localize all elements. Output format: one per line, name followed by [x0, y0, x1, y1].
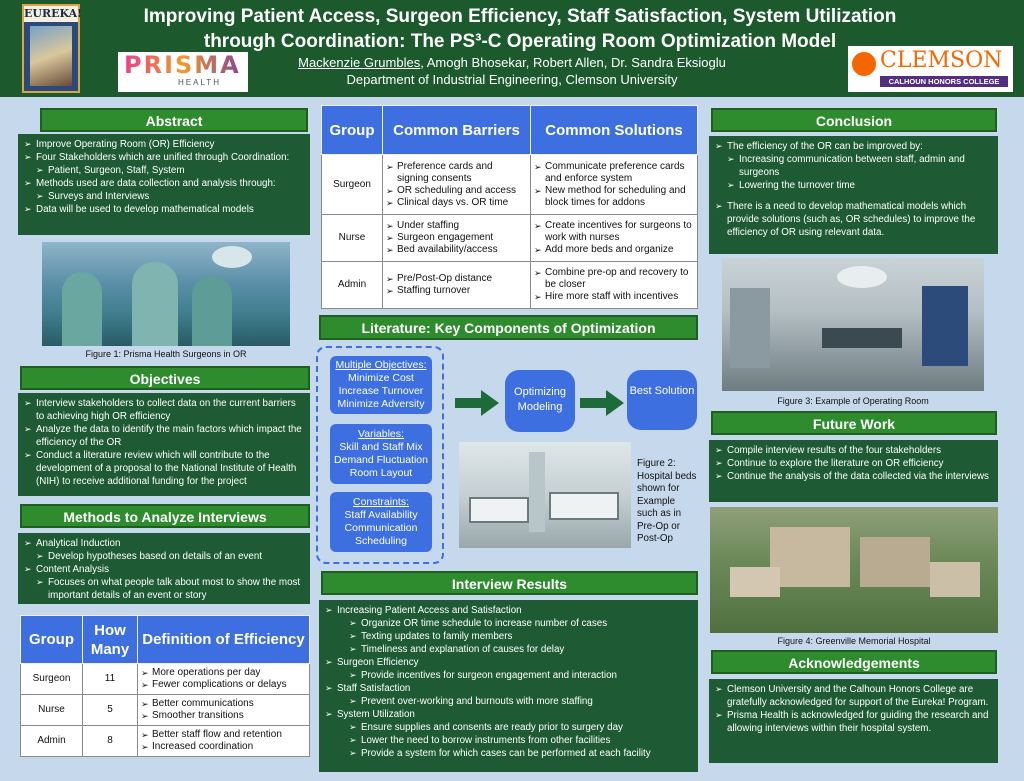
table-row [322, 215, 698, 262]
table-cell [383, 215, 531, 262]
prisma-logo [118, 52, 248, 92]
abstract-item: ➢ Patient, Surgeon, Staff, System [24, 164, 304, 177]
poster-title-line1: Improving Patient Access, Surgeon Efficiency, Staff Satisfaction, System Utilization [143, 6, 897, 27]
photo-bed [549, 492, 619, 520]
box-title: Constraints: [352, 496, 410, 508]
variables-box-blue [330, 424, 432, 484]
table-cell: Nurse [322, 215, 383, 262]
lead-author: Mackenzie Grumbles [298, 55, 421, 70]
definition-item: ➢ More operations per day [141, 667, 306, 679]
definition-item: ➢ Fewer complications or delays [141, 679, 306, 691]
abstract-item: ➢ Surveys and Interviews [24, 190, 304, 203]
definition-item: ➢ Smoother transitions [141, 710, 306, 722]
prisma-logo-sub: HEALTH [178, 78, 221, 87]
figure4-hospital-photo [710, 507, 998, 633]
methods-item: ➢ Focuses on what people talk about most to show the most important details of an event or story [24, 576, 304, 602]
table-header: Common Barriers [383, 106, 531, 155]
ack-item: ➢ Prisma Health is acknowledged for guiding the research and allowing interviews within their hospital system. [715, 709, 992, 735]
table-row [21, 664, 310, 695]
interview-list [325, 604, 692, 760]
future-item: ➢ Compile interview results of the four stakeholders [715, 444, 992, 457]
table-cell [138, 664, 310, 695]
literature-heading: Literature: Key Components of Optimization [319, 315, 698, 340]
ack-box [709, 679, 998, 763]
methods-item: ➢ Analytical Induction [24, 537, 304, 550]
table-header: Group [21, 616, 83, 664]
best-solution-label: Best Solution [629, 385, 695, 397]
photo-person [132, 262, 178, 346]
constraints-box-blue [330, 492, 432, 552]
stakeholder-table [20, 615, 310, 757]
table-header: Definition of Efficiency [138, 616, 310, 664]
poster-authors [200, 55, 824, 71]
barrier-item: ➢ Bed availability/access [386, 244, 527, 256]
table-header: Group [322, 106, 383, 155]
optimizing-label: Optimizing Modeling [514, 386, 566, 413]
objectives-item: ➢ Interview stakeholders to collect data on the current barriers to achieving high OR efficiency [24, 397, 304, 423]
poster-title-line2: through Coordination: The PS³-C Operating Room Optimization Model [203, 31, 837, 52]
objectives-box-blue [330, 356, 432, 414]
figure2-caption: Figure 2: Hospital beds shown for Example such as in Pre-Op or Post-Op [637, 458, 697, 544]
future-box [709, 440, 998, 502]
box-line: Minimize Cost [348, 372, 414, 384]
interview-item: ➢ Provide incentives for surgeon engagement and interaction [325, 669, 692, 682]
clemson-logo-sub: CALHOUN HONORS COLLEGE [880, 76, 1008, 87]
interview-item: ➢ Texting updates to family members [325, 630, 692, 643]
best-solution-box [627, 370, 697, 430]
eureka-logo-text: EUREKA! [24, 7, 82, 20]
interview-item: ➢ Increasing Patient Access and Satisfaction [325, 604, 692, 617]
interview-item: ➢ Provide a system for which cases can be performed at each facility [325, 747, 692, 760]
interview-item: ➢ Organize OR time schedule to increase number of cases [325, 617, 692, 630]
interview-item: ➢ Ensure supplies and consents are ready prior to surgery day [325, 721, 692, 734]
methods-item: ➢ Content Analysis [24, 563, 304, 576]
table-cell: 5 [83, 695, 138, 726]
table-header: Common Solutions [531, 106, 698, 155]
ack-item: ➢ Clemson University and the Calhoun Honors College are gratefully acknowledged for support of the Eureka! Program. [715, 683, 992, 709]
table-cell [531, 155, 698, 215]
conclusion-item: ➢ There is a need to develop mathematical models which provide solutions (such as, OR schedules) to improve the efficiency of OR using relevant data. [715, 200, 992, 239]
interview-item: ➢ Timeliness and explanation of causes for delay [325, 643, 692, 656]
barrier-item: ➢ Surgeon engagement [386, 232, 527, 244]
figure3-caption: Figure 3: Example of Operating Room [777, 396, 929, 406]
interview-box [319, 600, 698, 772]
solution-item: ➢ Combine pre-op and recovery to be closer [534, 267, 694, 291]
prisma-logo-text: PRISMA [118, 52, 248, 78]
table-header: How Many [83, 616, 138, 664]
photo-or-monitor [922, 286, 968, 366]
interview-heading: Interview Results [321, 571, 698, 595]
figure1-surgeons-photo [42, 242, 290, 346]
barriers-table [321, 105, 698, 309]
interview-item: ➢ Lower the need to borrow instruments from other facilities [325, 734, 692, 747]
definition-item: ➢ Increased coordination [141, 741, 306, 753]
box-line: Communication [344, 522, 418, 534]
table-cell: 11 [83, 664, 138, 695]
clemson-logo [848, 46, 1013, 92]
photo-bed [469, 497, 529, 523]
table-cell: Surgeon [322, 155, 383, 215]
photo-curtain [529, 452, 545, 532]
abstract-item: ➢ Methods used are data collection and analysis through: [24, 177, 304, 190]
solution-item: ➢ Add more beds and organize [534, 244, 694, 256]
table-cell [531, 262, 698, 309]
box-line: Room Layout [349, 467, 413, 479]
box-title: Multiple Objectives: [335, 359, 427, 371]
table-row [21, 695, 310, 726]
box-line: Increase Turnover [338, 385, 424, 397]
solution-item: ➢ Create incentives for surgeons to work with nurses [534, 220, 694, 244]
barrier-item: ➢ Clinical days vs. OR time [386, 197, 527, 209]
clemson-logo-text: CLEMSON [880, 48, 1003, 73]
photo-building [730, 567, 780, 597]
arrow-right-icon [580, 390, 624, 416]
conclusion-heading: Conclusion [711, 108, 997, 132]
methods-item: ➢ Develop hypotheses based on details of an event [24, 550, 304, 563]
table-cell [383, 262, 531, 309]
photo-building [770, 527, 850, 587]
interview-item: ➢ Surgeon Efficiency [325, 656, 692, 669]
objectives-box [18, 393, 310, 496]
solution-item: ➢ New method for scheduling and block times for addons [534, 185, 694, 209]
definition-item: ➢ Better staff flow and retention [141, 729, 306, 741]
conclusion-item: ➢ Lowering the turnover time [715, 179, 992, 192]
photo-or-cabinet [730, 288, 770, 368]
barrier-item: ➢ OR scheduling and access [386, 185, 527, 197]
figure1-caption: Figure 1: Prisma Health Surgeons in OR [85, 349, 247, 359]
table-cell [531, 215, 698, 262]
eureka-art [30, 26, 72, 86]
methods-heading: Methods to Analyze Interviews [20, 504, 310, 528]
objectives-item: ➢ Analyze the data to identify the main factors which impact the efficiency of the OR [24, 423, 304, 449]
table-cell: Surgeon [21, 664, 83, 695]
abstract-item: ➢ Data will be used to develop mathematical models [24, 203, 304, 216]
table-row [322, 155, 698, 215]
eureka-logo [22, 4, 80, 93]
interview-item: ➢ Prevent over-working and burnouts with more staffing [325, 695, 692, 708]
barrier-item: ➢ Pre/Post-Op distance [386, 273, 527, 285]
barrier-item: ➢ Preference cards and signing consents [386, 161, 527, 185]
table-cell: 8 [83, 726, 138, 757]
photo-or-light [837, 266, 887, 288]
figure2-beds-photo [459, 442, 631, 548]
definition-item: ➢ Better communications [141, 698, 306, 710]
future-item: ➢ Continue the analysis of the data collected via the interviews [715, 470, 992, 483]
figure3-or-photo [722, 258, 984, 391]
conclusion-item: ➢ The efficiency of the OR can be improved by: [715, 140, 992, 153]
clemson-paw-icon [852, 52, 876, 76]
interview-item: ➢ Staff Satisfaction [325, 682, 692, 695]
photo-light [212, 246, 252, 268]
photo-building [860, 537, 930, 587]
barrier-item: ➢ Staffing turnover [386, 285, 527, 297]
barrier-item: ➢ Under staffing [386, 220, 527, 232]
figure4-caption: Figure 4: Greenville Memorial Hospital [777, 636, 931, 646]
photo-or-table [822, 328, 902, 348]
conclusion-box [709, 136, 998, 254]
table-row [21, 726, 310, 757]
methods-box [18, 533, 310, 604]
optimizing-modeling-box [505, 370, 575, 432]
table-cell: Admin [21, 726, 83, 757]
table-cell: Nurse [21, 695, 83, 726]
table-row [322, 262, 698, 309]
solution-item: ➢ Hire more staff with incentives [534, 291, 694, 303]
arrow-right-icon [455, 390, 499, 416]
abstract-heading: Abstract [40, 108, 308, 132]
box-line: Minimize Adversity [337, 398, 425, 410]
interview-item: ➢ System Utilization [325, 708, 692, 721]
ack-heading: Acknowledgements [711, 650, 997, 674]
box-line: Skill and Staff Mix [339, 441, 423, 453]
abstract-item: ➢ Improve Operating Room (OR) Efficiency [24, 138, 304, 151]
table-cell [138, 695, 310, 726]
box-line: Scheduling [355, 535, 407, 547]
table-cell [383, 155, 531, 215]
objectives-heading: Objectives [20, 366, 310, 390]
other-authors: , Amogh Bhosekar, Robert Allen, Dr. Sandra Eksioglu [420, 55, 726, 70]
photo-building [930, 562, 980, 597]
box-line: Demand Fluctuation [334, 454, 428, 466]
photo-person [192, 276, 232, 346]
box-line: Staff Availability [344, 509, 418, 521]
objectives-item: ➢ Conduct a literature review which will contribute to the development of a proposal to the National Institute of Health (NIH) to receive additional funding for the project [24, 449, 304, 488]
future-heading: Future Work [711, 411, 997, 435]
abstract-box [18, 134, 310, 235]
table-cell [138, 726, 310, 757]
box-title: Variables: [358, 428, 404, 440]
table-cell: Admin [322, 262, 383, 309]
future-item: ➢ Continue to explore the literature on OR efficiency [715, 457, 992, 470]
conclusion-item: ➢ Increasing communication between staff, admin and surgeons [715, 153, 992, 179]
poster-department: Department of Industrial Engineering, Clemson University [346, 72, 678, 87]
abstract-item: ➢ Four Stakeholders which are unified through Coordination: [24, 151, 304, 164]
photo-person [62, 272, 102, 346]
solution-item: ➢ Communicate preference cards and enforce system [534, 161, 694, 185]
